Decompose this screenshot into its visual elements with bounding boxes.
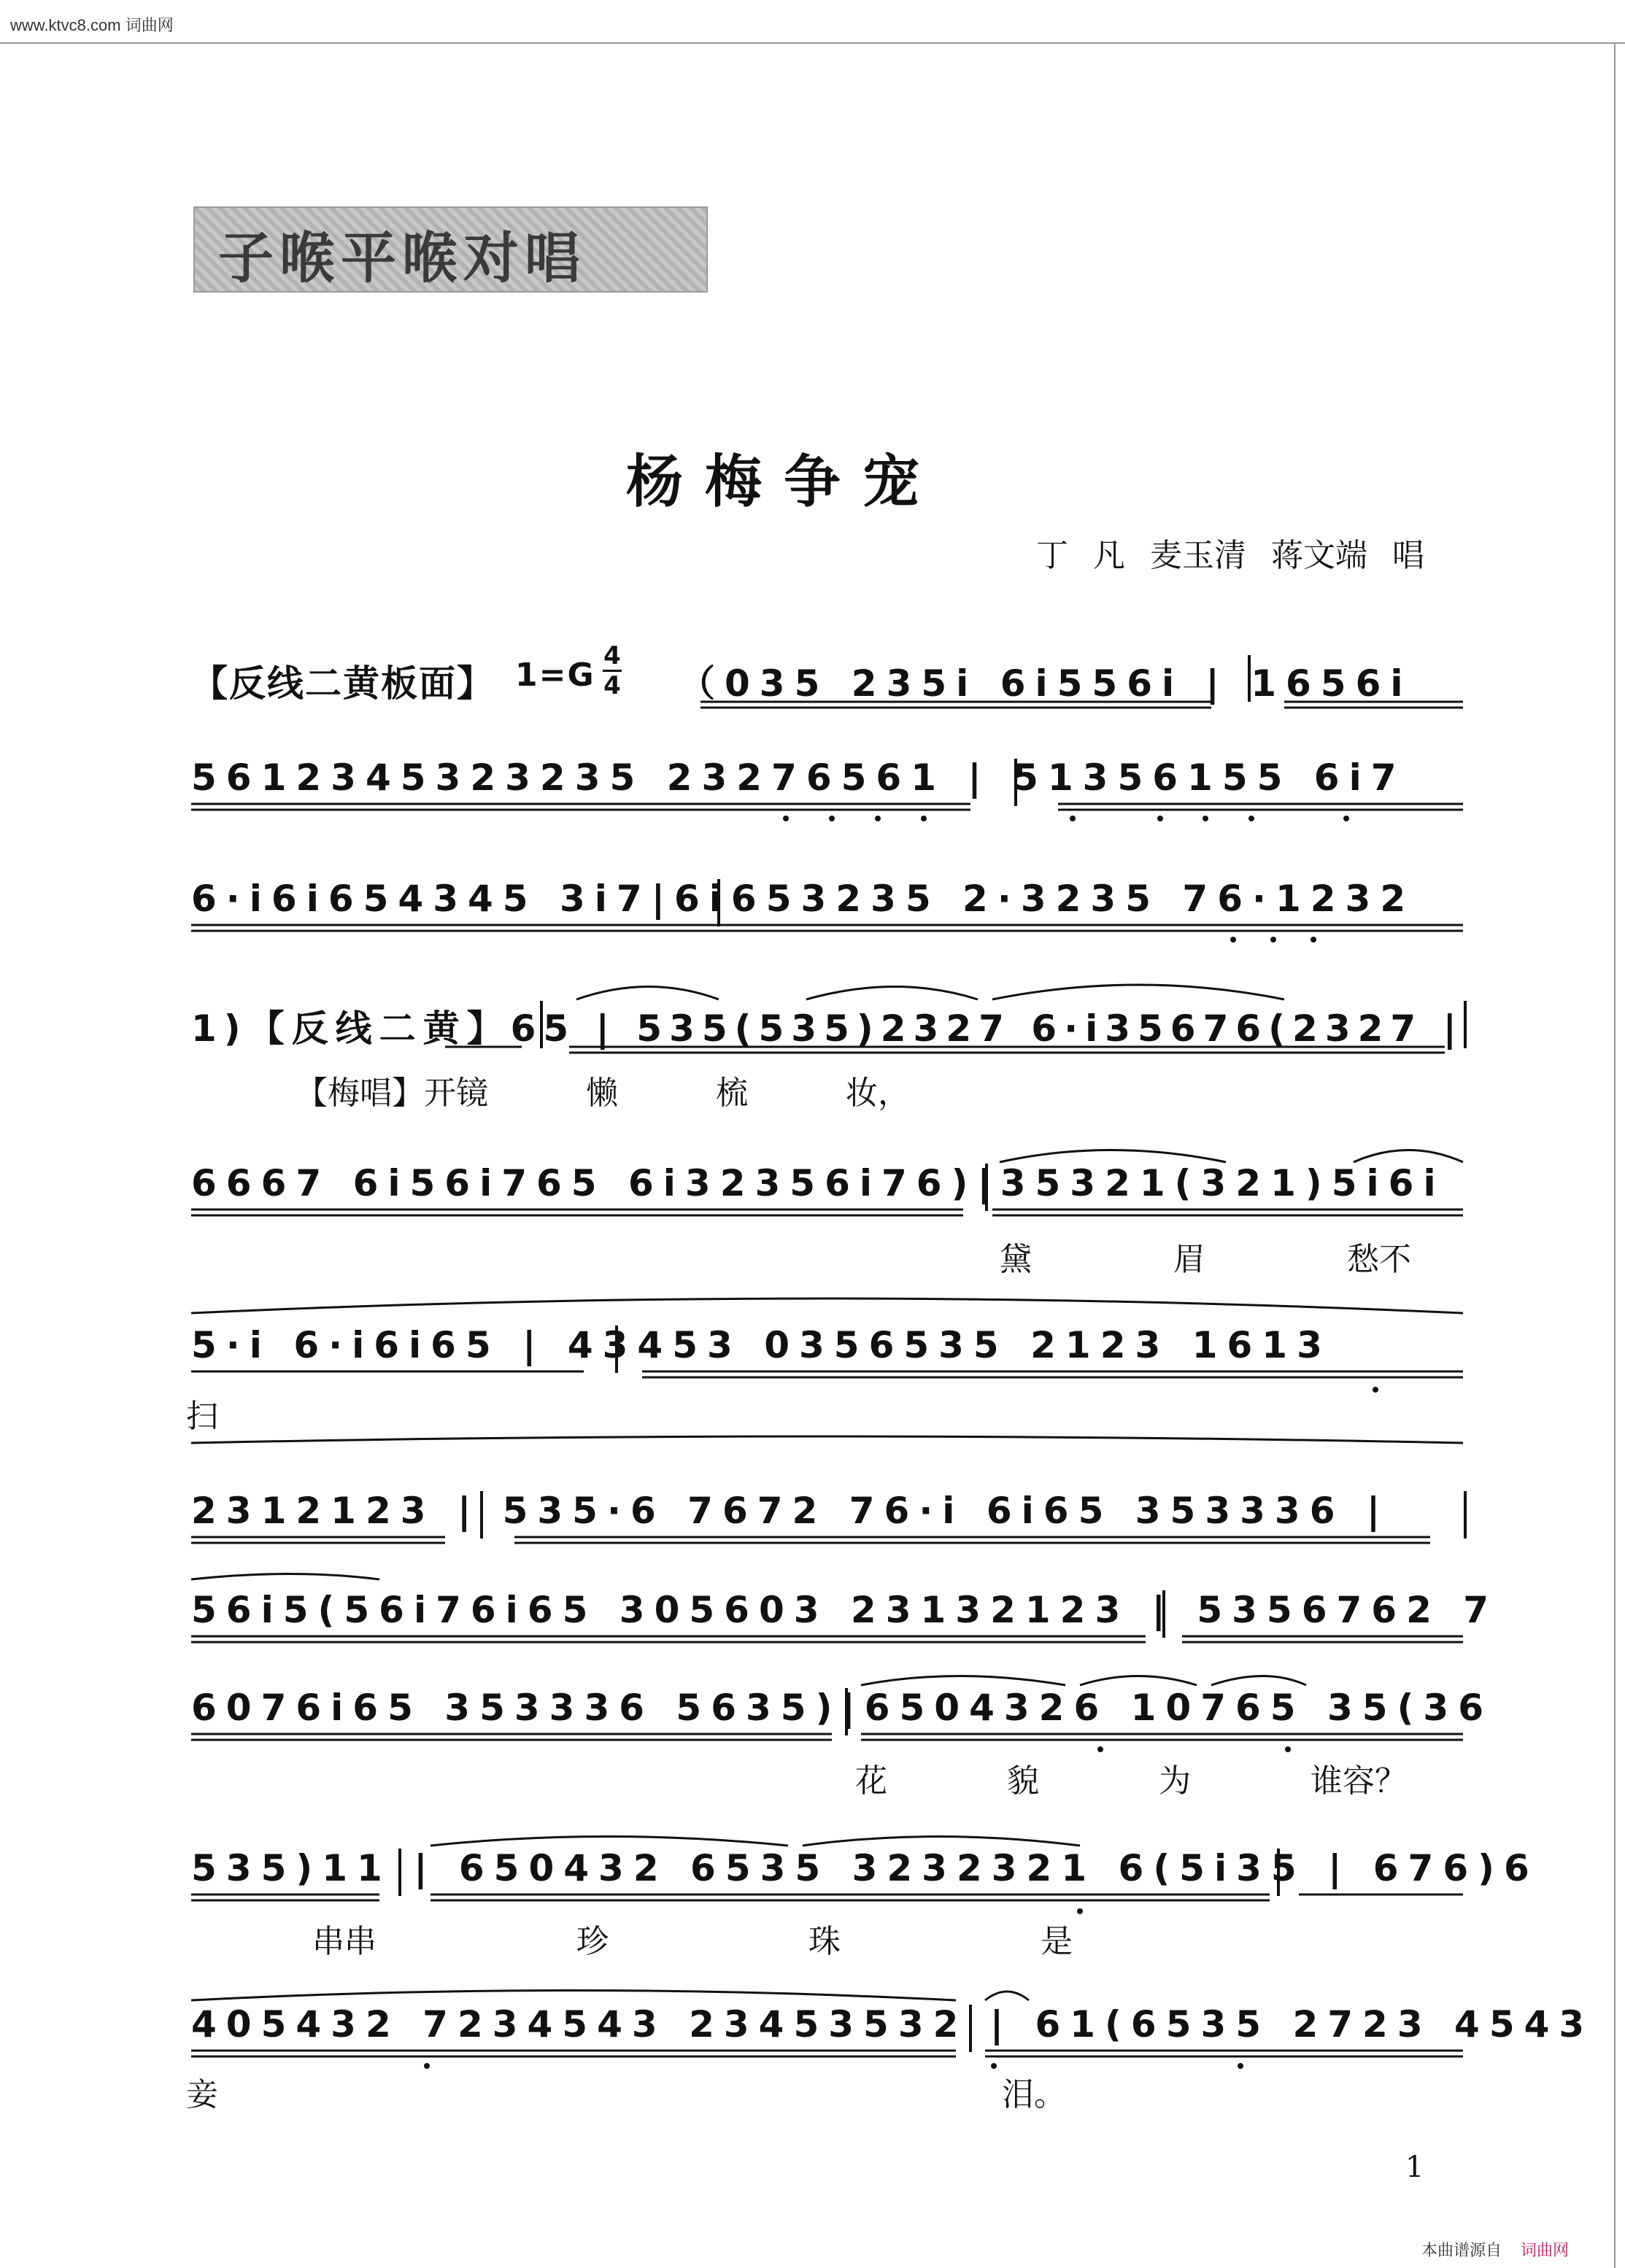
footer-source: 本曲谱源自 [1421,2242,1502,2260]
score-line: 2312123 | 535·6 7672 76·i 6i65 353336 | [191,1490,1390,1532]
banner [193,206,708,293]
section-label: 【反线二黄板面】 [191,662,495,705]
lyric-line: 妾 泪。 [186,2076,1066,2113]
score-line: 535)11 | 650432 6535 3232321 6(5i35 | 676)6 [191,1847,1539,1889]
lyric-line: 黛 眉 愁不 [1000,1241,1411,1278]
score-line: 5612345323235 23276561 | 51356155 6i7 [191,756,1406,799]
footer-brand: 词曲网 [1521,2242,1570,2260]
time-signature-bottom: 4 [603,671,621,700]
lyric-line: 【梅唱】开镜 懒 梳 妆， [296,1075,910,1112]
score-line: 6076i65 353336 5635)|6504326 10765 35(36 [191,1687,1494,1729]
site-watermark: www.ktvc8.com 词曲网 [10,16,174,34]
footer [1421,2238,1569,2261]
singers: 丁 凡 麦玉清 蒋文端 唱 [1036,537,1424,574]
score-line: 5·i 6·i6i65 | 43453 0356535 2123 1613 [191,1324,1332,1366]
score-line: （035 235i 6i556i | 1656i [679,662,1413,705]
song-title: 杨梅争宠 [626,449,942,515]
page-top-border [0,0,1625,44]
key-signature: 1=G [515,657,595,694]
score-line: 1)【反线二黄】65 | 535(535)2327 6·i35676(2327 | [191,1007,1464,1050]
score-line: 6667 6i56i765 6i32356i76)|35321(321)5i6i [191,1162,1445,1204]
time-signature [603,643,622,698]
lyric-line: 扫 [186,1398,218,1435]
score-line: 405432 7234543 23453532 | 61(6535 2723 4543 [191,2003,1594,2046]
lyric-line: 串串 珍 珠 是 [312,1923,1073,1960]
banner-text: 子喉平喉对唱 [218,225,586,290]
time-signature-top: 4 [603,641,621,670]
score-line: 56i5(56i76i65 305603 23132123 | 5356762 7 [191,1589,1499,1631]
page-right-border [1614,44,1625,2268]
score-line: 6·i6i654345 3i7|6i653235 2·3235 76·1232 [191,878,1416,920]
lyric-line: 花 貌 为 谁容？ [855,1762,1407,1800]
page-number: 1 [1405,2151,1424,2184]
